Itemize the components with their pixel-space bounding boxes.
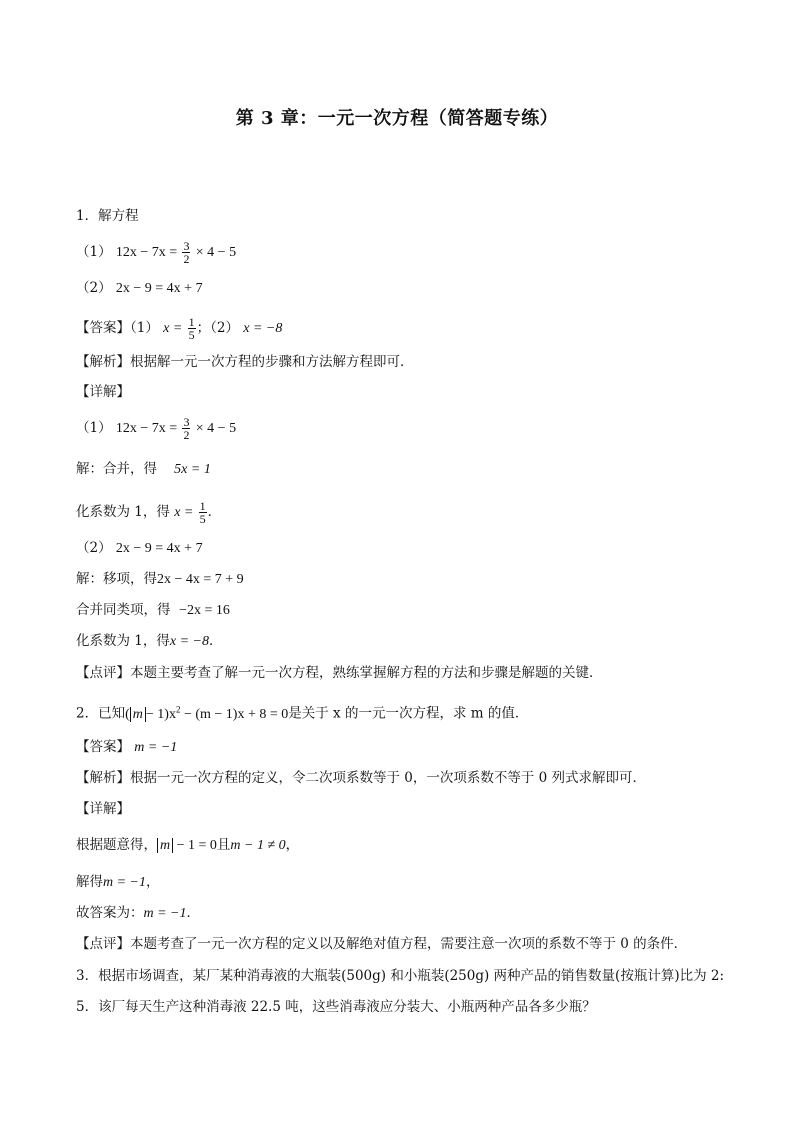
step-text: 故答案为： bbox=[76, 905, 144, 921]
q2-step3 bbox=[76, 903, 200, 924]
step-text: 化系数为 1，得 bbox=[76, 633, 170, 649]
step-equation: m = −1 bbox=[143, 906, 187, 921]
step-text: 化系数为 1，得 bbox=[76, 504, 170, 520]
step-text: 解：移项，得 bbox=[76, 571, 157, 587]
analysis-tag: 【解析】 bbox=[76, 770, 130, 786]
step-equation: 2x − 4x = 7 + 9 bbox=[157, 572, 244, 587]
punctuation: ， bbox=[285, 837, 300, 853]
exponent: 2 bbox=[175, 704, 181, 714]
fraction: $\frac{1}{5}$ bbox=[199, 499, 206, 526]
equation: 2x − 9 = 4x + 7 bbox=[115, 281, 203, 296]
q1-part1 bbox=[76, 240, 236, 265]
q1-analysis bbox=[76, 352, 414, 372]
part-label: （1） bbox=[76, 244, 112, 260]
analysis-text: 根据一元一次方程的定义，令二次项系数等于 0，一次项系数不等于 0 列式求解即可． bbox=[130, 770, 647, 786]
q2-step1 bbox=[76, 835, 299, 856]
q1-detail-part1 bbox=[76, 416, 236, 441]
equation: 2x − 9 = 4x + 7 bbox=[115, 541, 203, 556]
step-text: 解：合并，得 bbox=[76, 461, 157, 477]
q1-detail-part2 bbox=[76, 538, 203, 559]
q1-stem: 1．解方程 bbox=[76, 208, 139, 224]
step-text: 根据题意得， bbox=[76, 837, 157, 853]
step-equation: m − 1 ≠ 0 bbox=[230, 838, 286, 853]
step-equation: −2x = 16 bbox=[179, 603, 230, 618]
absolute-value: m bbox=[130, 707, 146, 722]
step-equation: m − 1 = 0 bbox=[157, 838, 217, 853]
analysis-tag: 【解析】 bbox=[76, 354, 130, 370]
fraction: $\frac{1}{5}$ bbox=[188, 315, 195, 342]
q2-detail-tag: 【详解】 bbox=[76, 801, 130, 817]
fraction: $\frac{3}{2}$ bbox=[183, 415, 190, 442]
q2-analysis bbox=[76, 768, 646, 788]
step-equation: x = bbox=[174, 505, 194, 520]
fraction: $\frac{3}{2}$ bbox=[183, 239, 190, 266]
answer-tag: 【答案】 bbox=[76, 320, 130, 336]
q1-step3 bbox=[76, 569, 244, 590]
q1-step5 bbox=[76, 631, 223, 652]
q2-stem bbox=[76, 699, 528, 725]
absolute-value: m bbox=[157, 838, 173, 853]
part-label: （1） bbox=[76, 420, 112, 436]
part-label: （2） bbox=[76, 280, 112, 296]
answer-lhs: x = bbox=[163, 321, 183, 336]
comment-text: 本题考查了一元一次方程的定义以及解绝对值方程，需要注意一次项的系数不等于 0 的条件． bbox=[130, 936, 688, 952]
q2-comment bbox=[76, 934, 687, 954]
answer-tag: 【答案】 bbox=[76, 739, 130, 755]
stem-text: 2．已知 bbox=[76, 705, 126, 722]
part-label: （1） bbox=[130, 320, 159, 336]
step-equation: x = −8 bbox=[169, 634, 209, 649]
q1-step2 bbox=[76, 500, 221, 525]
answer-2: x = −8 bbox=[243, 321, 283, 336]
part-label: （2） bbox=[76, 540, 112, 556]
conjunction: 且 bbox=[216, 837, 231, 853]
q3-line1: 3．根据市场调查，某厂某种消毒液的大瓶装(500g) 和小瓶装(250g) 两种产品的销售数量(按瓶计算)比为 2: bbox=[76, 968, 725, 984]
step-equation: m = −1 bbox=[103, 875, 147, 890]
equation-lhs: 12x − 7x = bbox=[115, 421, 178, 436]
step-text: 解得 bbox=[76, 874, 103, 890]
q2-step2 bbox=[76, 872, 160, 893]
step-equation: 5x = 1 bbox=[174, 462, 211, 477]
equation-lhs: 12x − 7x = bbox=[115, 245, 178, 260]
punctuation: ． bbox=[207, 504, 222, 520]
punctuation: ， bbox=[146, 874, 160, 890]
q1-step1 bbox=[76, 459, 211, 480]
equation-rhs: × 4 − 5 bbox=[195, 421, 237, 436]
equation-rhs: × 4 − 5 bbox=[195, 245, 237, 260]
q1-comment bbox=[76, 663, 603, 683]
q1-step4 bbox=[76, 600, 230, 621]
q3-line2: 5．该厂每天生产这种消毒液 22.5 吨，这些消毒液应分装大、小瓶两种产品各多少瓶？ bbox=[76, 999, 596, 1015]
q1-answer bbox=[76, 316, 282, 341]
analysis-text: 根据解一元一次方程的步骤和方法解方程即可． bbox=[130, 354, 414, 370]
page-title: 第 3 章：一元一次方程（简答题专练） bbox=[235, 108, 559, 129]
step-text: 合并同类项，得 bbox=[76, 602, 171, 618]
comment-tag: 【点评】 bbox=[76, 665, 130, 681]
q1-part2 bbox=[76, 278, 203, 299]
comment-tag: 【点评】 bbox=[76, 936, 130, 952]
answer-separator: ；（2） bbox=[196, 320, 239, 336]
punctuation: ． bbox=[186, 905, 201, 921]
q1-detail-tag: 【详解】 bbox=[76, 384, 130, 400]
stem-text: 是关于 x 的一元一次方程，求 m 的值． bbox=[288, 705, 529, 722]
punctuation: ． bbox=[209, 633, 223, 649]
comment-text: 本题主要考查了解一元一次方程，熟练掌握解方程的方法和步骤是解题的关键． bbox=[130, 665, 603, 681]
equation: ( $m - 1)x^2 - (m - 1)x + 8 = 0$ bbox=[125, 704, 289, 722]
q2-answer bbox=[76, 737, 177, 758]
answer-equation: m = −1 bbox=[134, 740, 178, 755]
